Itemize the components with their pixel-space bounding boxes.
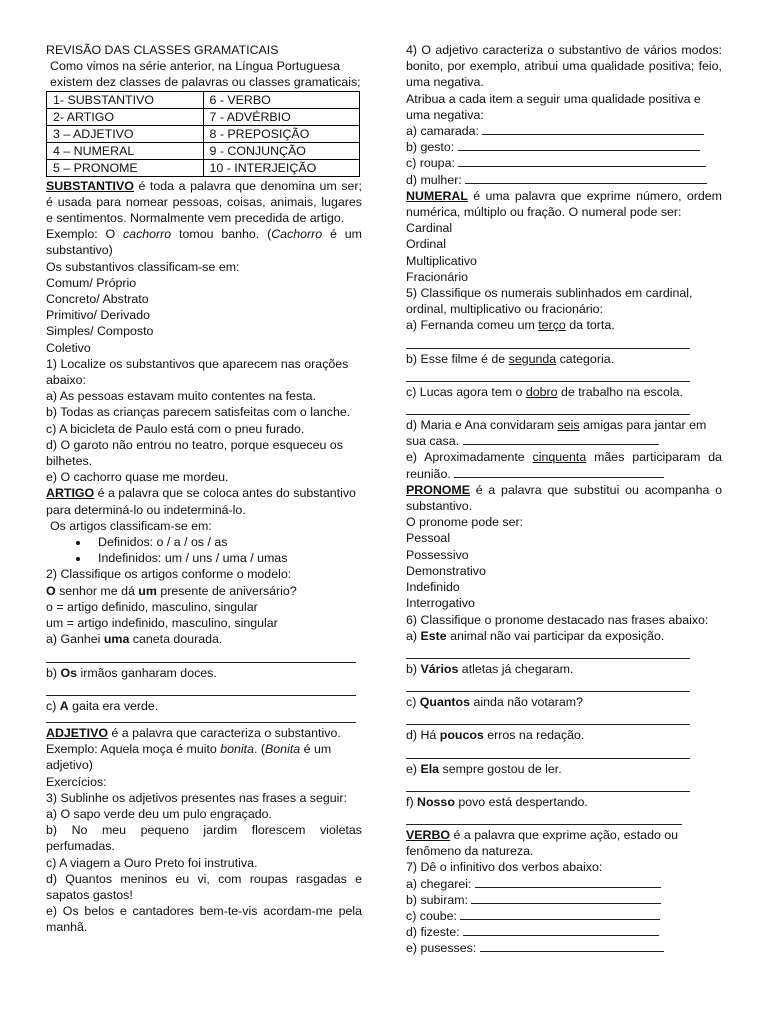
answer-line[interactable] — [406, 367, 690, 382]
table-cell: 5 – PRONOME — [47, 159, 204, 176]
list-item: Simples/ Composto — [46, 324, 154, 339]
definition-text: é uma palavra que exprime número, ordem numérica, múltiplo ou fração. O numeral pode ser: — [406, 188, 722, 220]
bold-word: A — [59, 698, 69, 713]
model-sentence — [46, 583, 362, 599]
text: c) — [406, 695, 420, 710]
text: e) Aproximadamente — [406, 450, 533, 465]
bold-word: Ela — [420, 761, 440, 776]
artigo-bullets — [46, 534, 362, 566]
example-text: é um adjetivo) — [46, 742, 332, 773]
answer-line[interactable] — [406, 400, 690, 415]
example-word: cachorro — [122, 227, 172, 242]
section-term: SUBSTANTIVO — [46, 178, 134, 193]
list-item: e) Os belos e cantadores bem-te-vis acordam-me pela manhã. — [46, 904, 362, 935]
list-item: Possessivo — [406, 547, 469, 562]
bold-word: uma — [103, 632, 130, 647]
question-5: 5) Classifique os numerais sublinhados em cardinal, ordinal, multiplicativo ou fracionário: — [406, 286, 693, 317]
list-item: • Definidos: o / a / os / as — [90, 534, 362, 550]
example-text: . ( — [254, 742, 266, 757]
bold-word: Os — [60, 665, 77, 680]
text: povo está despertando. — [454, 794, 588, 809]
artigo-definition — [46, 485, 362, 517]
underlined-word: cinquenta — [532, 450, 587, 465]
answer-line[interactable] — [465, 172, 707, 184]
answer-line[interactable] — [46, 714, 356, 723]
verbo-definition — [406, 827, 722, 859]
list-item: Pessoal — [406, 531, 451, 546]
definition-text: é a palavra que substitui ou acompanha o substantivo. — [406, 482, 722, 514]
list-item — [46, 631, 362, 647]
text: b) gesto: — [406, 140, 455, 155]
answer-line[interactable] — [460, 908, 660, 920]
table-cell: 3 – ADJETIVO — [47, 125, 204, 142]
page-title: REVISÃO DAS CLASSES GRAMATICAIS — [46, 43, 279, 57]
list-item — [406, 794, 722, 810]
text: b) Esse filme é de — [406, 351, 509, 366]
example-text: tomou banho. ( — [171, 227, 272, 242]
text: e) — [406, 761, 421, 776]
table-cell: 9 - CONJUNÇÃO — [203, 142, 360, 159]
adjetivo-example — [46, 741, 362, 773]
text: d) Maria e Ana convidaram — [406, 418, 558, 433]
list-item: Indefinido — [406, 580, 460, 595]
table-cell: 7 - ADVÉRBIO — [203, 108, 360, 125]
bold-word: O — [46, 583, 56, 598]
text: a) chegarei: — [406, 876, 472, 891]
substantivo-class-intro: Os substantivos classificam-se em: — [46, 259, 240, 274]
table-cell: 2- ARTIGO — [47, 108, 204, 125]
table-cell: 4 – NUMERAL — [47, 142, 204, 159]
question-4: 4) O adjetivo caracteriza o substantivo de vários modos: bonito, por exemplo, atribui uma qualidade positiva; feio, uma negativa. — [406, 43, 722, 90]
underlined-word: dobro — [525, 384, 558, 399]
list-item: d) O garoto não entrou no teatro, porque esqueceu os bilhetes. — [46, 437, 343, 469]
left-column — [46, 42, 362, 936]
answer-line[interactable] — [406, 810, 682, 825]
list-item: Demonstrativo — [406, 563, 486, 578]
bold-word: Nosso — [417, 794, 455, 809]
list-item — [406, 351, 722, 367]
question-4-instruction: Atribua a cada item a seguir uma qualidade positiva e uma negativa: — [406, 91, 701, 122]
table-row — [47, 142, 360, 159]
section-term: VERBO — [406, 827, 451, 842]
example-word: Bonita — [265, 742, 301, 757]
underlined-word: seis — [557, 418, 580, 433]
list-item: Multiplicativo — [406, 253, 477, 268]
text: d) fizeste: — [406, 925, 460, 940]
question-3: 3) Sublinhe os adjetivos presentes nas frases a seguir: — [46, 790, 347, 805]
list-item: e) O cachorro quase me mordeu. — [46, 470, 229, 485]
model-line: um = artigo indefinido, masculino, singular — [46, 616, 278, 631]
answer-line[interactable] — [406, 677, 690, 692]
answer-line[interactable] — [406, 777, 690, 792]
text: e) pusesses: — [406, 941, 477, 956]
text: b) subiram: — [406, 892, 468, 907]
list-item — [406, 727, 722, 743]
underlined-word: segunda — [508, 351, 557, 366]
text: de trabalho na escola. — [557, 384, 683, 399]
model-line: o = artigo definido, masculino, singular — [46, 599, 258, 614]
text: erros na redação. — [483, 728, 585, 743]
list-item: • Indefinidos: um / uns / uma / umas — [90, 550, 362, 566]
bold-word: Vários — [420, 661, 459, 676]
table-cell: 1- SUBSTANTIVO — [47, 91, 204, 108]
substantivo-definition — [46, 178, 362, 227]
definition-text: é toda a palavra que denomina um ser; é usada para nomear pessoas, coisas, animais, lugares e sentimentos. Normalmente vem precedida de artigo. — [46, 178, 362, 226]
question-2: 2) Classifique os artigos conforme o modelo: — [46, 567, 292, 582]
exercicios-label: Exercícios: — [46, 774, 107, 789]
text: da torta. — [565, 318, 615, 333]
answer-line[interactable] — [406, 644, 690, 659]
example-text: é um substantivo) — [46, 227, 362, 258]
list-item — [406, 172, 722, 188]
text: amigas para jantar em sua casa. — [406, 418, 707, 449]
list-item: Concreto/ Abstrato — [46, 292, 149, 307]
definition-text: é a palavra que se coloca antes do substantivo para determiná-lo ou indeterminá-lo. — [46, 486, 356, 517]
section-term: ARTIGO — [46, 486, 95, 501]
pronome-intro: O pronome pode ser: — [406, 515, 524, 530]
list-item — [406, 123, 722, 139]
answer-line[interactable] — [46, 681, 356, 696]
text: c) coube: — [406, 908, 457, 923]
list-item: Ordinal — [406, 237, 446, 252]
text: senhor me dá — [55, 583, 139, 598]
text: categoria. — [556, 351, 615, 366]
list-item: Cardinal — [406, 221, 453, 236]
text: a) Fernanda comeu um — [406, 318, 539, 333]
list-item: a) O sapo verde deu um pulo engraçado. — [46, 806, 272, 821]
answer-line[interactable] — [480, 940, 664, 952]
list-item — [46, 665, 362, 681]
pronome-definition — [406, 482, 722, 514]
list-item — [406, 908, 722, 924]
bold-word: Quantos — [419, 695, 471, 710]
text: caneta dourada. — [129, 632, 223, 647]
answer-line[interactable] — [406, 334, 690, 349]
text: irmãos ganharam doces. — [77, 665, 217, 680]
text: gaita era verde. — [68, 698, 159, 713]
list-item — [46, 698, 362, 714]
answer-line[interactable] — [454, 466, 664, 478]
list-item: b) Todas as crianças parecem satisfeitas com o lanche. — [46, 405, 351, 420]
example-word: bonita — [220, 742, 255, 757]
list-item: c) A bicicleta de Paulo está com o pneu furado. — [46, 421, 305, 436]
list-item — [406, 317, 722, 333]
text: a) camarada: — [406, 124, 480, 139]
numeral-definition — [406, 188, 722, 220]
definition-text: é a palavra que exprime ação, estado ou fenômeno da natureza. — [406, 827, 679, 859]
answer-line[interactable] — [471, 892, 661, 904]
example-text: Exemplo: O — [46, 227, 123, 242]
text: a) Ganhei — [46, 632, 104, 647]
text: presente de aniversário? — [156, 583, 297, 598]
list-item — [406, 449, 722, 481]
text: ainda não votaram? — [470, 695, 583, 710]
list-item — [406, 892, 722, 908]
list-item — [406, 139, 722, 155]
section-term: NUMERAL — [406, 188, 468, 203]
classes-table — [46, 91, 360, 177]
table-cell: 6 - VERBO — [203, 91, 360, 108]
text: b) — [46, 665, 61, 680]
right-column — [406, 42, 722, 957]
list-item — [406, 628, 722, 644]
answer-line[interactable] — [458, 139, 700, 151]
answer-line[interactable] — [482, 123, 704, 135]
list-item — [406, 924, 722, 940]
question-6: 6) Classifique o pronome destacado nas frases abaixo: — [406, 612, 709, 627]
list-item — [406, 661, 722, 677]
list-item: b) No meu pequeno jardim florescem violetas perfumadas. — [46, 823, 362, 854]
list-item: Coletivo — [46, 340, 91, 355]
example-text: Exemplo: Aquela moça é muito — [46, 742, 221, 757]
question-7: 7) Dê o infinitivo dos verbos abaixo: — [406, 860, 603, 875]
list-item — [406, 940, 722, 956]
list-item — [406, 761, 722, 777]
list-item — [406, 694, 722, 710]
table-row — [47, 108, 360, 125]
text: sempre gostou de ler. — [439, 761, 562, 776]
artigo-class-intro: Os artigos classificam-se em: — [50, 518, 212, 533]
answer-line[interactable] — [463, 924, 659, 936]
intro-text: Como vimos na série anterior, na Língua Portuguesa existem dez classes de palavras ou classes gramaticais; — [50, 59, 361, 90]
text: d) mulher: — [406, 172, 462, 187]
text: c) — [46, 698, 60, 713]
answer-line[interactable] — [475, 876, 661, 888]
bold-word: um — [138, 583, 157, 598]
definition-text: é a palavra que caracteriza o substantivo. — [107, 725, 341, 740]
list-item: Fracionário — [406, 269, 468, 284]
adjetivo-definition — [46, 725, 362, 741]
table-cell: 10 - INTERJEIÇÃO — [203, 159, 360, 176]
list-item — [406, 384, 722, 400]
text: mães participaram da reunião. — [406, 450, 722, 481]
text: c) Lucas agora tem o — [406, 384, 526, 399]
list-item: c) A viagem a Ouro Preto foi instrutiva. — [46, 855, 258, 870]
list-item — [406, 876, 722, 892]
table-row — [47, 125, 360, 142]
substantivo-example — [46, 226, 362, 258]
list-item: Primitivo/ Derivado — [46, 308, 150, 323]
section-term: PRONOME — [406, 482, 471, 497]
text: atletas já chegaram. — [458, 661, 574, 676]
text: animal não vai participar da exposição. — [446, 628, 665, 643]
example-word: Cachorro — [271, 227, 323, 242]
answer-line[interactable] — [458, 155, 706, 167]
list-item — [406, 417, 722, 449]
answer-line[interactable] — [46, 648, 356, 663]
underlined-word: terço — [538, 318, 566, 333]
text: f) — [406, 794, 418, 809]
text: a) — [406, 628, 421, 643]
text: c) roupa: — [406, 156, 455, 171]
table-cell: 8 - PREPOSIÇÃO — [203, 125, 360, 142]
list-item: Interrogativo — [406, 596, 475, 611]
answer-line[interactable] — [406, 710, 690, 725]
list-item: Comum/ Próprio — [46, 275, 137, 290]
text: b) — [406, 661, 421, 676]
table-row — [47, 91, 360, 108]
question-1: 1) Localize os substantivos que aparecem nas orações abaixo: — [46, 356, 349, 388]
bold-word: Este — [420, 628, 447, 643]
list-item: d) Quantos meninos eu vi, com roupas rasgadas e sapatos gastos! — [46, 871, 362, 902]
list-item: a) As pessoas estavam muito contentes na festa. — [46, 389, 316, 404]
answer-line[interactable] — [406, 744, 690, 759]
text: d) Há — [406, 728, 440, 743]
bold-word: poucos — [439, 728, 484, 743]
table-row — [47, 159, 360, 176]
answer-line[interactable] — [463, 433, 659, 445]
list-item — [406, 155, 722, 171]
section-term: ADJETIVO — [46, 725, 108, 740]
